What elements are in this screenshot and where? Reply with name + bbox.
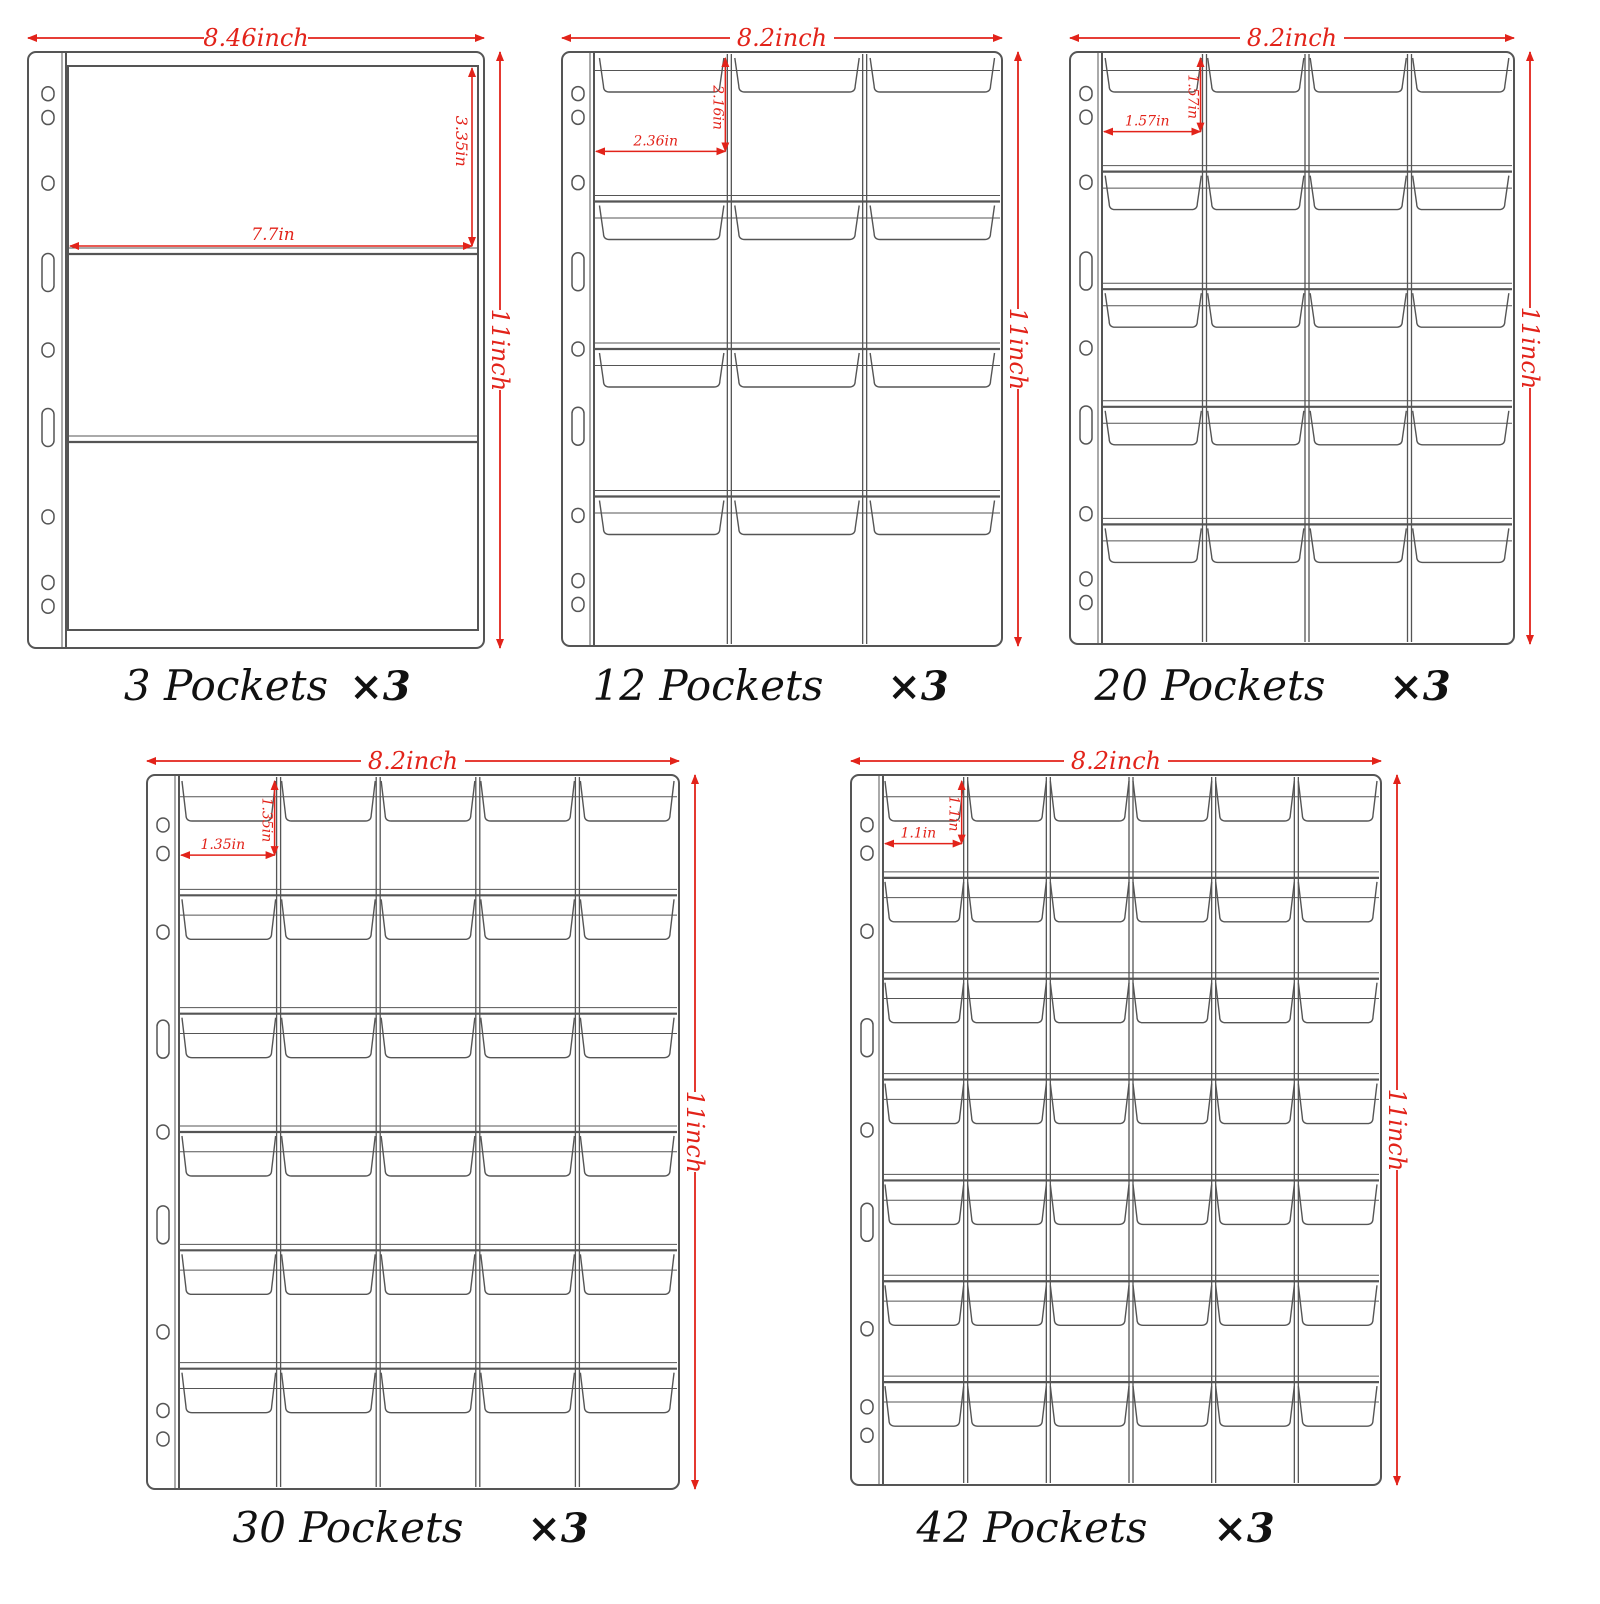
- width-dimension-label: 8.2inch: [367, 747, 459, 775]
- width-dimension-label: 8.2inch: [1070, 747, 1162, 775]
- sheet-12-pockets: [562, 24, 1032, 710]
- pocket-height-label: 3.35in: [452, 115, 471, 167]
- sheet-42-pockets: [851, 747, 1411, 1552]
- sheet-30-pockets: [147, 747, 709, 1552]
- sheet-caption: 30 Pockets: [232, 1503, 464, 1552]
- height-dimension-label: 11inch: [681, 1090, 709, 1174]
- width-dimension-label: 8.2inch: [1246, 24, 1338, 52]
- sheet-outline: [851, 775, 1381, 1485]
- sheet-3-pockets: [28, 24, 514, 710]
- sheet-quantity: ×3: [1213, 1505, 1275, 1552]
- pocket-width-label: 1.1in: [900, 825, 937, 842]
- sheet-quantity: ×3: [349, 663, 411, 710]
- sheet-caption: 20 Pockets: [1094, 661, 1326, 710]
- sheet-caption: 12 Pockets: [592, 661, 824, 710]
- pocket-height-label: 1.57in: [1184, 74, 1201, 120]
- pocket-width-label: 1.35in: [200, 837, 246, 854]
- sheet-quantity: ×3: [1389, 663, 1451, 710]
- sheet-quantity: ×3: [527, 1505, 589, 1552]
- width-dimension-label: 8.2inch: [736, 24, 828, 52]
- pocket-width-label: 2.36in: [633, 133, 679, 150]
- sheet-outline: [28, 52, 484, 648]
- height-dimension-label: 11inch: [1004, 307, 1032, 391]
- pocket-height-label: 2.16in: [709, 85, 726, 130]
- sheet-caption: 42 Pockets: [916, 1503, 1148, 1552]
- sheet-outline: [1070, 52, 1514, 644]
- pocket-height-label: 1.1in: [945, 795, 962, 832]
- sheet-20-pockets: [1070, 24, 1544, 710]
- width-dimension-label: 8.46inch: [203, 24, 309, 52]
- pocket-width-label: 7.7in: [251, 225, 295, 245]
- height-dimension-label: 11inch: [1383, 1088, 1411, 1172]
- height-dimension-label: 11inch: [486, 308, 514, 392]
- sheet-caption: 3 Pockets: [123, 661, 329, 710]
- height-dimension-label: 11inch: [1516, 306, 1544, 390]
- pocket-width-label: 1.57in: [1124, 113, 1170, 130]
- pocket-height-label: 1.35in: [258, 797, 275, 843]
- sheet-quantity: ×3: [887, 663, 949, 710]
